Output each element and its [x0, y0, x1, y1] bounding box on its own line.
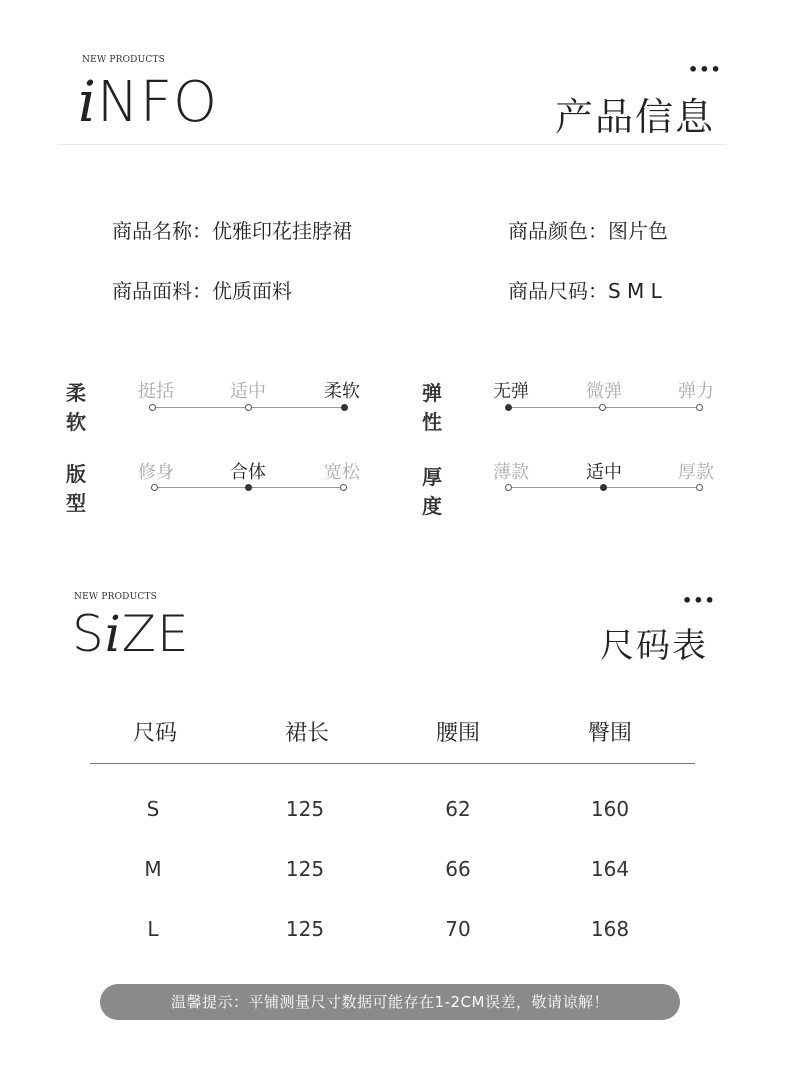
size-logo — [72, 606, 190, 662]
scale-softness-dot-2 — [245, 404, 252, 411]
measurement-note: 温馨提示：平铺测量尺寸数据可能存在1-2CM误差，敬请谅解！ — [100, 984, 680, 1020]
table-cell: 70 — [445, 917, 471, 941]
table-cell: S — [146, 797, 160, 821]
scale-elasticity-option-1: 无弹 — [493, 381, 529, 402]
info-logo — [78, 72, 218, 134]
table-cell: M — [144, 857, 162, 881]
scale-thickness-dot-3 — [696, 484, 703, 491]
table-cell: 168 — [590, 917, 630, 941]
scale-fit-option-3: 宽松 — [324, 462, 360, 483]
product-size: 商品尺码：S M L — [508, 279, 662, 303]
info-kicker: NEW PRODUCTS — [82, 55, 166, 65]
table-cell: L — [147, 917, 159, 941]
scale-fit-dot-2 — [245, 484, 252, 491]
table-cell: 164 — [590, 857, 630, 881]
scale-thickness-dot-2 — [600, 484, 607, 491]
scale-fit-dot-3 — [340, 484, 347, 491]
scale-thickness-option-3: 厚款 — [678, 462, 714, 483]
scale-fit-dot-1 — [151, 484, 158, 491]
info-logo-rest: NFO — [96, 70, 219, 135]
size-table-header-waist: 腰围 — [435, 721, 480, 746]
info-more-dots: ••• — [688, 60, 722, 79]
product-name: 商品名称：优雅印花挂脖裙 — [112, 219, 352, 243]
info-title: 产品信息 — [555, 95, 716, 139]
scale-softness-name: 柔软 — [66, 381, 86, 434]
scale-elasticity-dot-2 — [599, 404, 606, 411]
size-table-header-hip: 臀围 — [587, 721, 632, 746]
info-logo-i: i — [78, 70, 97, 135]
scale-fit-name: 版型 — [66, 462, 86, 515]
scale-elasticity-option-3: 弹力 — [678, 381, 714, 402]
size-more-dots: ••• — [682, 591, 716, 610]
scale-softness-option-2: 适中 — [230, 381, 266, 402]
scale-elasticity-name: 弹性 — [422, 381, 442, 434]
table-cell: 125 — [285, 917, 325, 941]
size-table-header-size: 尺码 — [132, 721, 177, 746]
scale-fit-option-1: 修身 — [138, 462, 174, 483]
size-logo-i: i — [104, 605, 122, 663]
table-cell: 125 — [285, 857, 325, 881]
product-fabric: 商品面料：优质面料 — [112, 279, 292, 303]
info-divider — [58, 144, 726, 145]
size-logo-s: S — [72, 605, 105, 663]
table-cell: 62 — [445, 797, 471, 821]
size-title: 尺码表 — [600, 626, 708, 666]
size-table-divider — [90, 763, 695, 764]
scale-softness-option-1: 挺括 — [138, 381, 174, 402]
scale-thickness-dot-1 — [505, 484, 512, 491]
table-cell: 125 — [285, 797, 325, 821]
scale-softness-option-3: 柔软 — [324, 381, 360, 402]
size-logo-rest: ZE — [121, 605, 190, 663]
scale-elasticity-option-2: 微弹 — [586, 381, 622, 402]
scale-thickness-name: 厚度 — [422, 465, 442, 518]
size-kicker: NEW PRODUCTS — [74, 592, 158, 602]
scale-fit-option-2: 合体 — [230, 462, 266, 483]
product-color: 商品颜色：图片色 — [508, 219, 668, 243]
scale-softness-dot-1 — [149, 404, 156, 411]
scale-thickness-option-2: 适中 — [586, 462, 622, 483]
size-table-header-length: 裙长 — [284, 721, 329, 746]
table-cell: 66 — [445, 857, 471, 881]
scale-elasticity-dot-1 — [505, 404, 512, 411]
table-cell: 160 — [590, 797, 630, 821]
scale-elasticity-dot-3 — [696, 404, 703, 411]
scale-softness-dot-3 — [341, 404, 348, 411]
scale-thickness-option-1: 薄款 — [493, 462, 529, 483]
